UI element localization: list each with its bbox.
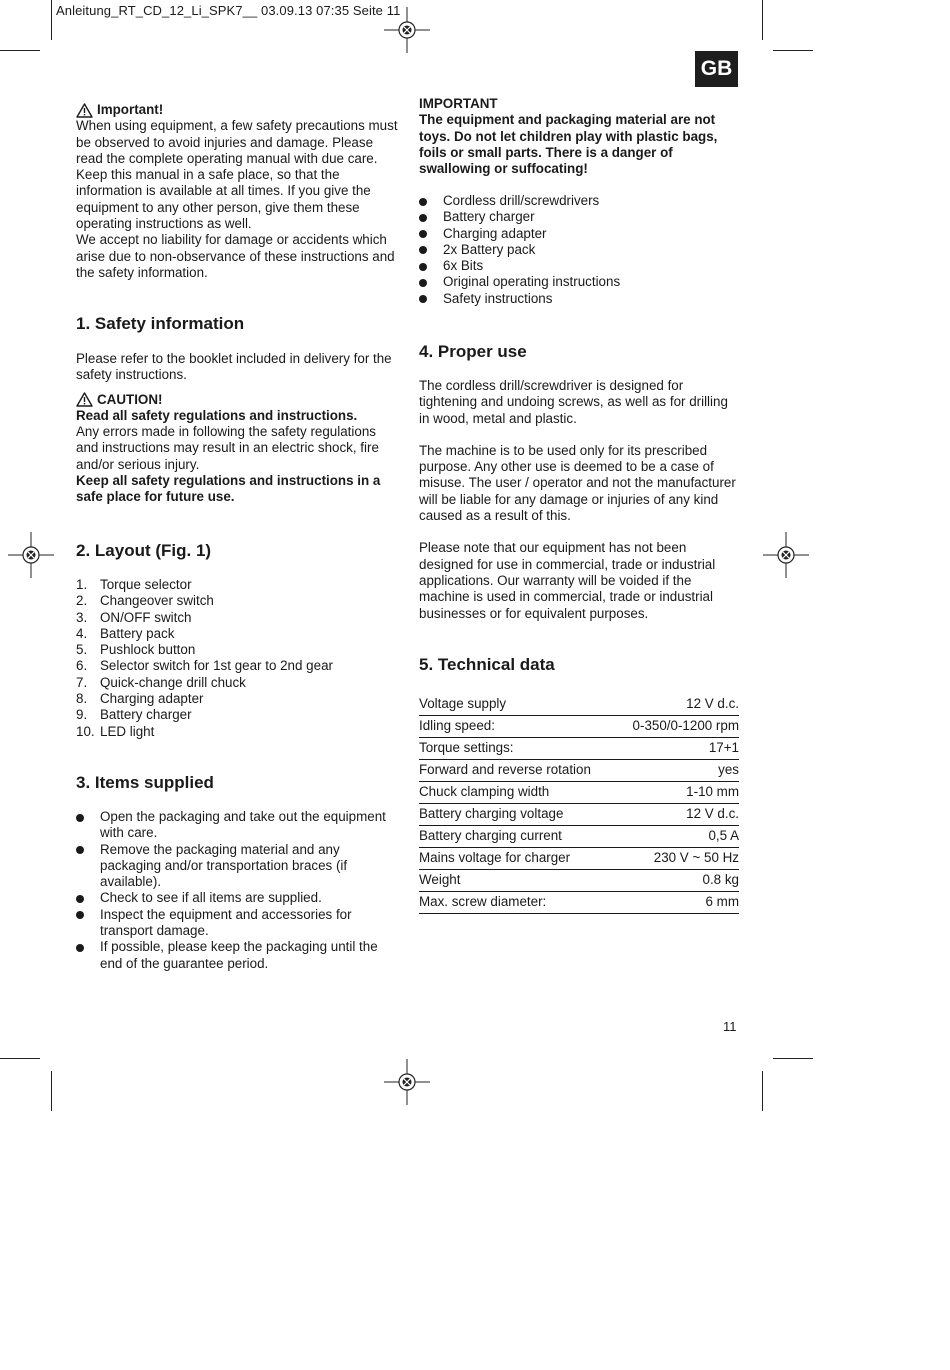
language-tab: GB bbox=[695, 51, 738, 87]
proper-use-p2: The machine is to be used only for its prescribed purpose. Any other use is deemed to be a case of misuse. The user / operator and not the manufacturer will be liable for any damage or injuries of any kind caused as a result of this. bbox=[419, 442, 736, 524]
list-item: Battery charger bbox=[419, 209, 741, 225]
caution-bold-2: Keep all safety regulations and instructions in a safe place for future use. bbox=[76, 473, 381, 505]
contents-list-wrap bbox=[419, 193, 741, 307]
list-item: 6x Bits bbox=[419, 258, 741, 274]
caution-bold-1: Read all safety regulations and instructions. bbox=[76, 407, 358, 423]
safety-text: Please refer to the booklet included in delivery for the safety instructions. bbox=[76, 351, 392, 383]
liability-text: We accept no liability for damage or accidents which arise due to non-observance of these instructions and the safety information. bbox=[76, 232, 395, 280]
list-item: Remove the packaging material and any packaging and/or transportation braces (if available). bbox=[76, 842, 400, 891]
important-block bbox=[76, 102, 400, 281]
list-item: Check to see if all items are supplied. bbox=[76, 890, 400, 906]
bullet-icon bbox=[76, 846, 84, 854]
list-item: Cordless drill/screwdrivers bbox=[419, 193, 741, 209]
list-item: If possible, please keep the packaging until the end of the guarantee period. bbox=[76, 939, 400, 972]
section-title: 3. Items supplied bbox=[76, 773, 214, 792]
section-safety bbox=[76, 314, 400, 334]
table-row: Idling speed: 0-350/0-1200 rpm bbox=[419, 716, 739, 738]
caution-title: CAUTION! bbox=[97, 391, 163, 407]
important-title: Important! bbox=[97, 102, 164, 117]
important-heading bbox=[76, 102, 400, 118]
warning-triangle-icon bbox=[76, 103, 93, 118]
section-items-supplied bbox=[76, 773, 400, 793]
list-item: Open the packaging and take out the equipment with care. bbox=[76, 809, 400, 842]
table-row: Torque settings: 17+1 bbox=[419, 738, 739, 760]
section-title: 4. Proper use bbox=[419, 342, 527, 361]
supplied-list-wrap bbox=[76, 809, 400, 972]
bullet-icon bbox=[419, 295, 427, 303]
proper-use-p1: The cordless drill/screwdriver is designed for tightening and undoing screws, as well as for drilling in wood, metal and plastic. bbox=[419, 378, 728, 426]
proper-use-body bbox=[419, 378, 741, 622]
list-item: 9. Battery charger bbox=[76, 707, 192, 723]
section-title: 5. Technical data bbox=[419, 655, 555, 674]
important-text: When using equipment, a few safety precautions must be observed to avoid injuries and damage. Please read the complete operating manual with due care. Keep this manual in a safe place, so that the information is available at all times. If you give the equipment to any other person, give them these operating instructions as well. bbox=[76, 118, 398, 232]
table-row: Battery charging voltage 12 V d.c. bbox=[419, 804, 739, 826]
table-row: Chuck clamping width 1-10 mm bbox=[419, 782, 739, 804]
bullet-icon bbox=[419, 246, 427, 254]
section-title: 1. Safety information bbox=[76, 314, 245, 333]
layout-list-wrap bbox=[76, 577, 400, 740]
bullet-icon bbox=[76, 895, 84, 903]
registration-mark-left bbox=[8, 532, 54, 578]
section-proper-use bbox=[419, 342, 741, 362]
table-row: Voltage supply 12 V d.c. bbox=[419, 694, 739, 716]
caution-heading bbox=[76, 392, 400, 408]
important-text: The equipment and packaging material are not toys. Do not let children play with plastic bags, foils or small parts. There is a danger of swallowing or suffocating! bbox=[419, 112, 718, 177]
list-item: 5. Pushlock button bbox=[76, 642, 196, 658]
list-item: 2. Changeover switch bbox=[76, 593, 214, 609]
bullet-icon bbox=[419, 198, 427, 206]
supplied-steps-list bbox=[76, 809, 400, 972]
bullet-icon bbox=[419, 279, 427, 287]
technical-data-table bbox=[419, 694, 739, 914]
list-item: Original operating instructions bbox=[419, 274, 741, 290]
list-item: 1. Torque selector bbox=[76, 577, 192, 592]
list-item: 6. Selector switch for 1st gear to 2nd gear bbox=[76, 658, 333, 674]
list-item: 8. Charging adapter bbox=[76, 691, 204, 707]
section-technical-data bbox=[419, 655, 741, 675]
list-item: 4. Battery pack bbox=[76, 625, 175, 641]
list-item: 2x Battery pack bbox=[419, 242, 741, 258]
table-row: Max. screw diameter: 6 mm bbox=[419, 892, 739, 914]
bullet-icon bbox=[419, 214, 427, 222]
print-header: Anleitung_RT_CD_12_Li_SPK7__ 03.09.13 07:35 Seite 11 bbox=[56, 3, 401, 18]
table-row: Mains voltage for charger 230 V ~ 50 Hz bbox=[419, 848, 739, 870]
table-row: Weight 0.8 kg bbox=[419, 870, 739, 892]
list-item: 10. LED light bbox=[76, 723, 155, 739]
bullet-icon bbox=[76, 814, 84, 822]
layout-list bbox=[76, 577, 400, 740]
registration-mark-right bbox=[763, 532, 809, 578]
tech-table-wrap bbox=[419, 694, 741, 914]
caution-text: Any errors made in following the safety regulations and instructions may result in an electric shock, fire and/or serious injury. bbox=[76, 424, 379, 472]
section-layout bbox=[76, 541, 400, 561]
list-item: 7. Quick-change drill chuck bbox=[76, 674, 246, 690]
page-number: 11 bbox=[723, 1019, 737, 1034]
list-item: Safety instructions bbox=[419, 291, 741, 307]
list-item: Inspect the equipment and accessories for transport damage. bbox=[76, 907, 400, 940]
proper-use-p3: Please note that our equipment has not been designed for use in commercial, trade or industrial applications. Our warranty will be voided if the machine is used in commercial, trade or industrial businesses or for equivalent purposes. bbox=[419, 540, 716, 621]
registration-mark-top bbox=[384, 7, 430, 53]
contents-list bbox=[419, 193, 741, 307]
registration-mark-bottom bbox=[384, 1059, 430, 1105]
list-item: 3. ON/OFF switch bbox=[76, 609, 192, 625]
section-title: 2. Layout (Fig. 1) bbox=[76, 541, 212, 560]
bullet-icon bbox=[76, 911, 84, 919]
table-row: Forward and reverse rotation yes bbox=[419, 760, 739, 782]
important-packaging-block bbox=[419, 96, 741, 177]
bullet-icon bbox=[419, 263, 427, 271]
important-title: IMPORTANT bbox=[419, 96, 498, 111]
table-row: Battery charging current 0,5 A bbox=[419, 826, 739, 848]
list-item: Charging adapter bbox=[419, 226, 741, 242]
bullet-icon bbox=[419, 230, 427, 238]
safety-body bbox=[76, 351, 400, 506]
bullet-icon bbox=[76, 944, 84, 952]
warning-triangle-icon bbox=[76, 392, 93, 407]
